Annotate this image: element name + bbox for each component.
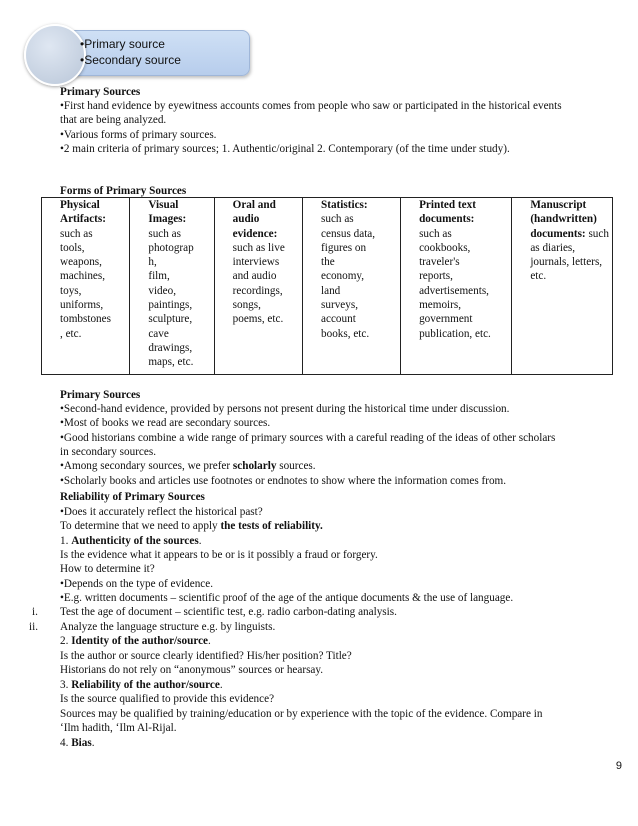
secondary-line: in secondary sources.: [60, 446, 156, 458]
reliability-author-heading: [60, 678, 223, 692]
text-run: •Among secondary sources, we prefer: [60, 460, 233, 472]
table-cell-printed: [401, 198, 512, 375]
cell-text: advertisements,: [419, 284, 489, 297]
reliability-line: •E.g. written documents – scientific proof of the age of the antique documents & the use of language.: [60, 592, 514, 604]
cell-text: memoirs,: [419, 299, 462, 312]
table-row: [42, 198, 613, 375]
authenticity-heading: [60, 534, 202, 548]
cell-head: documents:: [419, 213, 475, 226]
cell-head: Images:: [148, 213, 187, 226]
reliability-line: Sources may be qualified by training/education or by experience with the topic of the evidence. Compare in: [60, 708, 543, 720]
cell-text: poems, etc.: [232, 313, 284, 326]
text-run-bold: Bias: [71, 737, 92, 749]
text-run: .: [91, 737, 95, 749]
cell-text: such as live: [232, 241, 285, 254]
cell-text: reports,: [419, 270, 453, 283]
secondary-line: [60, 459, 316, 473]
primary-line: •First hand evidence by eyewitness accounts comes from people who saw or participated in the historical events: [60, 100, 562, 112]
cell-text: such as: [321, 213, 354, 226]
cell-text: paintings,: [148, 299, 193, 312]
cell-text: and audio: [232, 270, 277, 283]
cell-text: books, etc.: [321, 327, 370, 340]
text-run: sources.: [276, 460, 316, 472]
cell-head: Oral and: [232, 199, 276, 211]
reliability-line: ‘Ilm hadith, ‘Ilm Al-Rijal.: [60, 722, 177, 734]
text-run: .: [219, 679, 223, 691]
cell-text: cave: [148, 327, 169, 340]
cell-head: Manuscript: [530, 199, 587, 211]
reliability-line: Analyze the language structure e.g. by linguists.: [60, 621, 276, 633]
cell-text: such as: [60, 227, 93, 240]
reliability-heading: Reliability of Primary Sources: [60, 491, 205, 503]
badge-circle-icon: [24, 24, 86, 86]
cell-head-line: [530, 227, 609, 241]
cell-text: drawings,: [148, 341, 193, 354]
cell-text: photograp: [148, 241, 194, 254]
cell-text: weapons,: [60, 256, 102, 269]
forms-table: [41, 197, 613, 375]
cell-text: as diaries,: [530, 241, 576, 254]
cell-text: etc.: [530, 270, 547, 283]
forms-heading: Forms of Primary Sources: [60, 185, 187, 197]
cell-head: (handwritten): [530, 213, 597, 226]
cell-text: interviews: [232, 256, 280, 269]
cell-text: video,: [148, 284, 176, 297]
reliability-line: Is the author or source clearly identified? His/her position? Title?: [60, 650, 352, 662]
cell-head: evidence:: [232, 227, 278, 240]
secondary-line: •Scholarly books and articles use footnotes or endnotes to show where the information comes from.: [60, 475, 507, 487]
text-run: 1.: [60, 535, 72, 547]
text-run-bold: Reliability of the author/source: [71, 679, 220, 691]
text-run-bold: Authenticity of the sources: [71, 535, 199, 547]
cell-head: Printed text: [419, 199, 476, 211]
secondary-heading: Primary Sources: [60, 389, 141, 401]
reliability-line: How to determine it?: [60, 563, 155, 575]
cell-head: Artifacts:: [60, 213, 106, 226]
badge-list: [80, 36, 181, 68]
secondary-line: •Good historians combine a wide range of primary sources with a careful reading of the ideas of other scholars: [60, 432, 556, 444]
cell-text: cookbooks,: [419, 241, 471, 254]
table-cell-manuscript: [512, 198, 613, 375]
secondary-line: •Most of books we read are secondary sources.: [60, 417, 271, 429]
badge-item-secondary: •Secondary source: [80, 53, 181, 67]
primary-line: •Various forms of primary sources.: [60, 129, 217, 141]
text-run-bold: the tests of reliability.: [220, 520, 323, 532]
reliability-line: •Depends on the type of evidence.: [60, 578, 214, 590]
cell-text: land: [321, 284, 341, 297]
secondary-line: •Second-hand evidence, provided by persons not present during the historical time under discussion.: [60, 403, 510, 415]
cell-text: toys,: [60, 284, 82, 297]
cell-text: sculpture,: [148, 313, 193, 326]
cell-text: songs,: [232, 299, 261, 312]
bias-heading: [60, 736, 95, 750]
text-run: 2.: [60, 635, 72, 647]
roman-numeral: i.: [32, 606, 38, 618]
cell-text: uniforms,: [60, 299, 104, 312]
cell-head: Physical: [60, 199, 100, 211]
cell-text: film,: [148, 270, 170, 283]
text-run: To determine that we need to apply: [60, 520, 221, 532]
cell-text: economy,: [321, 270, 365, 283]
text-run-bold: scholarly: [232, 460, 277, 472]
table-cell-statistics: [303, 198, 401, 375]
cell-text: tombstones: [60, 313, 111, 326]
table-cell-visual: [130, 198, 214, 375]
cell-text: account: [321, 313, 356, 326]
cell-text: such as: [148, 227, 181, 240]
roman-numeral: ii.: [29, 621, 39, 633]
cell-text: census data,: [321, 227, 376, 240]
reliability-line: •Does it accurately reflect the historical past?: [60, 506, 263, 518]
cell-text: such as: [419, 227, 452, 240]
cell-text: publication, etc.: [419, 327, 491, 340]
reliability-line: Historians do not rely on “anonymous” sources or hearsay.: [60, 664, 324, 676]
cell-text: such: [585, 227, 609, 240]
reliability-line: Is the source qualified to provide this evidence?: [60, 693, 275, 705]
cell-text: recordings,: [232, 284, 283, 297]
text-run-bold: Identity of the author/source: [71, 635, 209, 647]
cell-text: traveler's: [419, 256, 460, 269]
cell-text: the: [321, 256, 335, 269]
cell-head: documents:: [530, 227, 586, 240]
cell-text: maps, etc.: [148, 356, 194, 369]
cell-text: tools,: [60, 241, 85, 254]
text-run: 3.: [60, 679, 72, 691]
text-run: .: [208, 635, 211, 647]
cell-text: figures on: [321, 241, 367, 254]
page-number: 9: [615, 760, 622, 772]
primary-line: that are being analyzed.: [60, 114, 167, 126]
badge-item-primary: •Primary source: [80, 37, 165, 51]
identity-heading: [60, 634, 211, 648]
cell-text: machines,: [60, 270, 106, 283]
text-run: .: [198, 535, 202, 547]
table-cell-physical: [42, 198, 130, 375]
primary-line: •2 main criteria of primary sources; 1. Authentic/original 2. Contemporary (of the time under study).: [60, 143, 510, 155]
cell-text: h,: [148, 256, 157, 269]
cell-head: Statistics:: [321, 199, 368, 211]
primary-heading: Primary Sources: [60, 86, 141, 98]
cell-text: , etc.: [60, 327, 82, 340]
cell-text: journals, letters,: [530, 256, 603, 269]
text-run: 4.: [60, 737, 72, 749]
reliability-line: [60, 519, 323, 533]
reliability-line: Is the evidence what it appears to be or is it possibly a fraud or forgery.: [60, 549, 378, 561]
cell-text: government: [419, 313, 473, 326]
cell-head: audio: [232, 213, 260, 226]
cell-text: surveys,: [321, 299, 358, 312]
table-cell-oral: [214, 198, 302, 375]
cell-head: Visual: [148, 199, 179, 211]
reliability-line: Test the age of document – scientific test, e.g. radio carbon-dating analysis.: [60, 606, 397, 618]
